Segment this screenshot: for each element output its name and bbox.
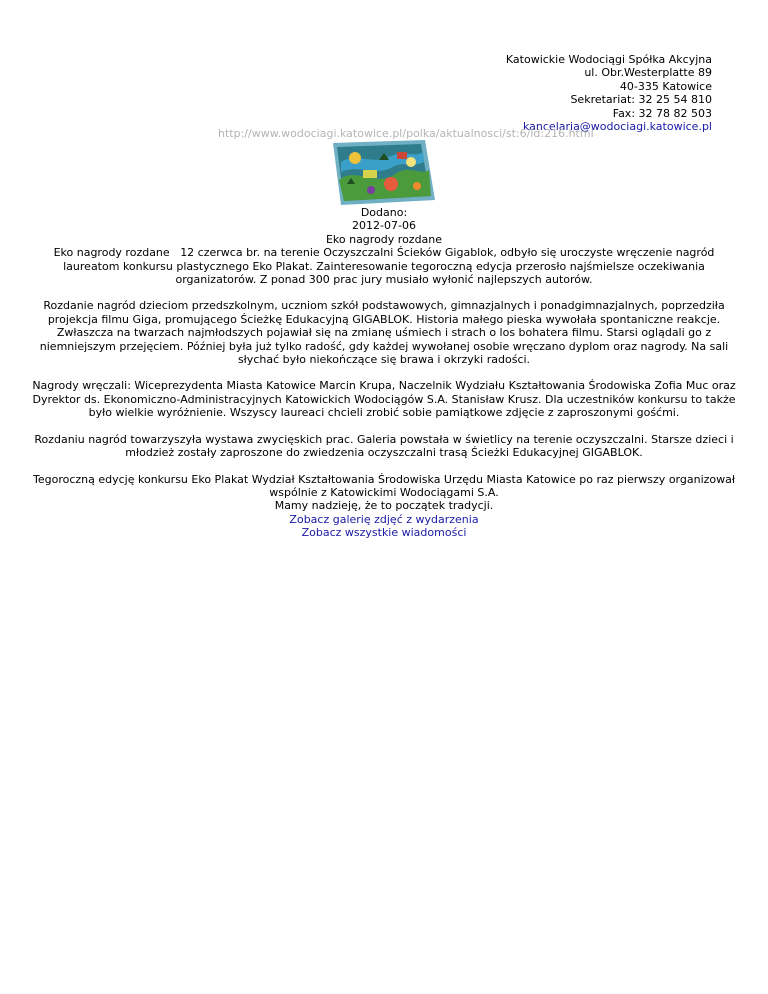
fax-number: Fax: 32 78 82 503 xyxy=(612,106,712,120)
article-photo-image xyxy=(333,140,435,205)
all-news-link[interactable]: Zobacz wszystkie wiadomości xyxy=(301,526,467,540)
secretariat-phone: Sekretariat: 32 25 54 810 xyxy=(570,93,712,107)
article-lead xyxy=(28,246,740,286)
closing-line: Mamy nadzieję, że to początek tradycji. xyxy=(274,499,494,513)
article-paragraph: Nagrody wręczali: Wiceprezydenta Miasta Katowice Marcin Krupa, Naczelnik Wydziału Kształtowania Środowiska Zofia Muc oraz Dyrektor ds. Ekonomiczno-Administracyjnych Katowickich Wodociągów S.A. Stanisław Krusz. Dla uczestników konkursu to także było wielkie wyróżnienie. Wszyscy laureaci chcieli zrobić sobie pamiątkowe zdjęcie z zaproszonymi gośćmi. xyxy=(32,379,736,420)
article xyxy=(28,206,740,540)
street-address: ul. Obr.Westerplatte 89 xyxy=(584,66,712,80)
article-paragraph: Tegoroczną edycję konkursu Eko Plakat Wydział Kształtowania Środowiska Urzędu Miasta Katowice po raz pierwszy organizował wspólnie z Katowickimi Wodociągami S.A. xyxy=(33,472,735,499)
article-paragraph: Rozdaniu nagród towarzyszyła wystawa zwycięskich prac. Galeria powstała w świetlicy na terenie oczyszczalni. Starsze dzieci i młodzież zostały zaproszone do zwiedzenia oczyszczalni trasą Ścieżki Edukacyjnej GIGABLOK. xyxy=(34,432,734,460)
article-paragraph: Rozdanie nagród dzieciom przedszkolnym, uczniom szkół podstawowych, gimnazjalnych i ponadgimnazjalnych, poprzedziła projekcja filmu Giga, promującego Ścieżkę Edukacyjną GIGABLOK. Historia małego pieska wywołała spontaniczne reakcje. Zwłaszcza na twarzach najmłodszych pojawiał się na zmianę uśmiech i strach o los bohatera filmu. Starsi oglądali go z niemniejszym przejęciem. Później była już tylko radość, gdy każdej wywołanej osobie wręczano dyplom oraz nagrody. Na sali słychać było niekończące się brawa i okrzyki radości. xyxy=(39,299,729,367)
postal-city: 40-335 Katowice xyxy=(619,79,712,93)
company-name: Katowickie Wodociągi Spółka Akcyjna xyxy=(505,53,712,66)
lead-title: Eko nagrody rozdane xyxy=(53,246,170,260)
contact-email-link[interactable]: kancelaria@wodociagi.katowice.pl xyxy=(522,120,712,134)
source-url: http://www.wodociagi.katowice.pl/polka/aktualnosci/st:6/id:216.html xyxy=(218,127,594,140)
added-label: Dodano: xyxy=(360,206,408,219)
gallery-link[interactable]: Zobacz galerię zdjęć z wydarzenia xyxy=(289,512,479,526)
article-title: Eko nagrody rozdane xyxy=(325,232,443,246)
lead-text: 12 czerwca br. na terenie Oczyszczalni Ścieków Gigablok, odbyło się uroczyste wręczenie nagród laureatom konkursu plastycznego Eko Plakat. Zainteresowanie tegoroczną edycja przerosło najśmielsze oczekiwania organizatorów. Z ponad 300 prac jury musiało wyłonić najlepszych autorów. xyxy=(63,246,715,287)
article-date: 2012-07-06 xyxy=(352,219,416,233)
contact-block xyxy=(506,53,712,133)
article-photo[interactable] xyxy=(333,140,435,205)
